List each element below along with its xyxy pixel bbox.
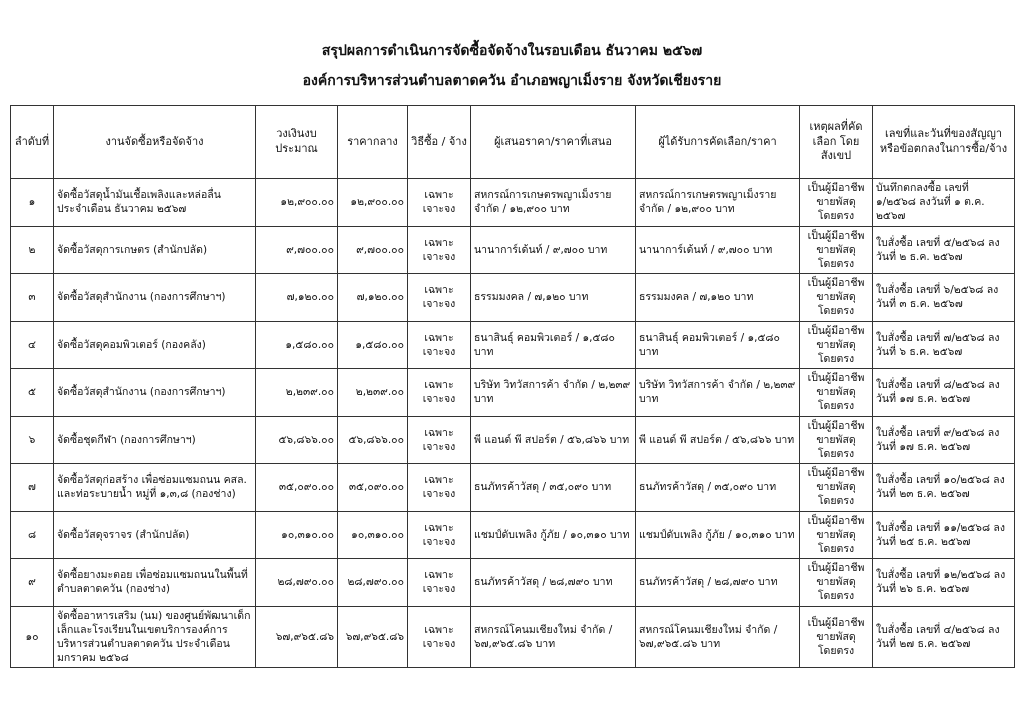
row-bidder: แชมป์ดับเพลิง กู้ภัย / ๑๐,๓๑๐ บาท — [471, 511, 636, 559]
row-reason: เป็นผู้มีอาชีพ ขายพัสดุโดยตรง — [800, 511, 873, 559]
row-reason: เป็นผู้มีอาชีพ ขายพัสดุโดยตรง — [800, 369, 873, 417]
row-number: ๕ — [11, 369, 54, 417]
row-budget: ๑,๕๘๐.๐๐ — [256, 321, 338, 369]
row-method: เฉพาะเจาะจง — [408, 369, 471, 417]
row-item: จัดซื้อยางมะตอย เพื่อซ่อมแซมถนนในพื้นที่ตำบลตาดควัน (กองช่าง) — [54, 559, 256, 607]
row-item: จัดซื้อวัสดุสำนักงาน (กองการศึกษาฯ) — [54, 274, 256, 322]
row-budget: ๗,๑๒๐.๐๐ — [256, 274, 338, 322]
row-item: จัดซื้อวัสดุคอมพิวเตอร์ (กองคลัง) — [54, 321, 256, 369]
row-method: เฉพาะเจาะจง — [408, 606, 471, 668]
procurement-table — [10, 105, 1015, 668]
row-selected: ธนภัทรค้าวัสดุ / ๒๘,๗๙๐ บาท — [636, 559, 800, 607]
row-median-price: ๓๕,๐๙๐.๐๐ — [338, 464, 408, 512]
row-contract: ใบสั่งซื้อ เลขที่ ๑๑/๒๕๖๘ ลงวันที่ ๒๕ ธ.ค. ๒๕๖๗ — [873, 511, 1015, 559]
col-header-item: งานจัดซื้อหรือจัดจ้าง — [54, 106, 256, 179]
row-selected: ธนาสินธุ์ คอมพิวเตอร์ / ๑,๕๘๐ บาท — [636, 321, 800, 369]
row-median-price: ๙,๗๐๐.๐๐ — [338, 226, 408, 274]
row-bidder: ธนภัทรค้าวัสดุ / ๒๘,๗๙๐ บาท — [471, 559, 636, 607]
col-header-median-price: ราคากลาง — [338, 106, 408, 179]
row-contract: ใบสั่งซื้อ เลขที่ ๔/๒๕๖๘ ลงวันที่ ๒๗ ธ.ค. ๒๕๖๗ — [873, 606, 1015, 668]
row-method: เฉพาะเจาะจง — [408, 559, 471, 607]
row-bidder: ธรรมมงคล / ๗,๑๒๐ บาท — [471, 274, 636, 322]
row-budget: ๕๖,๘๖๖.๐๐ — [256, 416, 338, 464]
col-header-reason: เหตุผลที่คัดเลือก โดยสังเขป — [800, 106, 873, 179]
row-reason: เป็นผู้มีอาชีพ ขายพัสดุโดยตรง — [800, 226, 873, 274]
row-median-price: ๑,๕๘๐.๐๐ — [338, 321, 408, 369]
row-selected: นานาการ์เด้นท์ / ๙,๗๐๐ บาท — [636, 226, 800, 274]
row-item: จัดซื้ออาหารเสริม (นม) ของศูนย์พัฒนาเด็กเล็กและโรงเรียนในเขตบริการองค์การบริหารส่วนตำบลตาดควัน ประจำเดือน มกราคม ๒๕๖๘ — [54, 606, 256, 668]
row-method: เฉพาะเจาะจง — [408, 179, 471, 227]
row-item: จัดซื้อวัสดุสำนักงาน (กองการศึกษาฯ) — [54, 369, 256, 417]
row-method: เฉพาะเจาะจง — [408, 226, 471, 274]
row-item: จัดซื้อวัสดุจราจร (สำนักปลัด) — [54, 511, 256, 559]
row-median-price: ๑๐,๓๑๐.๐๐ — [338, 511, 408, 559]
row-bidder: ธนาสินธุ์ คอมพิวเตอร์ / ๑,๕๘๐ บาท — [471, 321, 636, 369]
row-number: ๓ — [11, 274, 54, 322]
row-budget: ๙,๗๐๐.๐๐ — [256, 226, 338, 274]
document-subtitle: องค์การบริหารส่วนตำบลตาดควัน อำเภอพญาเม็งราย จังหวัดเชียงราย — [302, 73, 722, 89]
row-median-price: ๒,๒๓๙.๐๐ — [338, 369, 408, 417]
row-number: ๘ — [11, 511, 54, 559]
row-reason: เป็นผู้มีอาชีพ ขายพัสดุโดยตรง — [800, 274, 873, 322]
row-number: ๙ — [11, 559, 54, 607]
row-selected: ธรรมมงคล / ๗,๑๒๐ บาท — [636, 274, 800, 322]
row-budget: ๒,๒๓๙.๐๐ — [256, 369, 338, 417]
table-row — [11, 464, 1015, 512]
table-row — [11, 321, 1015, 369]
row-number: ๑ — [11, 179, 54, 227]
row-contract: ใบสั่งซื้อ เลขที่ ๖/๒๕๖๘ ลงวันที่ ๓ ธ.ค. ๒๕๖๗ — [873, 274, 1015, 322]
row-median-price: ๖๗,๙๖๕.๘๖ — [338, 606, 408, 668]
row-reason: เป็นผู้มีอาชีพ ขายพัสดุโดยตรง — [800, 559, 873, 607]
row-method: เฉพาะเจาะจง — [408, 416, 471, 464]
row-budget: ๒๘,๗๙๐.๐๐ — [256, 559, 338, 607]
row-median-price: ๗,๑๒๐.๐๐ — [338, 274, 408, 322]
row-reason: เป็นผู้มีอาชีพ ขายพัสดุโดยตรง — [800, 464, 873, 512]
document-title: สรุปผลการดำเนินการจัดซื้อจัดจ้างในรอบเดือน ธันวาคม ๒๕๖๗ — [321, 43, 703, 59]
row-reason: เป็นผู้มีอาชีพ ขายพัสดุโดยตรง — [800, 416, 873, 464]
table-row — [11, 559, 1015, 607]
row-bidder: พี แอนด์ พี สปอร์ต / ๕๖,๘๖๖ บาท — [471, 416, 636, 464]
row-median-price: ๕๖,๘๖๖.๐๐ — [338, 416, 408, 464]
row-reason: เป็นผู้มีอาชีพ ขายพัสดุโดยตรง — [800, 179, 873, 227]
table-row — [11, 179, 1015, 227]
row-median-price: ๒๘,๗๙๐.๐๐ — [338, 559, 408, 607]
table-row — [11, 369, 1015, 417]
row-contract: ใบสั่งซื้อ เลขที่ ๙/๒๕๖๘ ลงวันที่ ๑๗ ธ.ค. ๒๕๖๗ — [873, 416, 1015, 464]
table-header-row — [11, 106, 1015, 179]
row-selected: บริษัท วิทวัสการค้า จำกัด / ๒,๒๓๙ บาท — [636, 369, 800, 417]
row-number: ๔ — [11, 321, 54, 369]
row-number: ๒ — [11, 226, 54, 274]
row-contract: ใบสั่งซื้อ เลขที่ ๕/๒๕๖๘ ลงวันที่ ๒ ธ.ค. ๒๕๖๗ — [873, 226, 1015, 274]
row-method: เฉพาะเจาะจง — [408, 511, 471, 559]
table-row — [11, 226, 1015, 274]
row-item: จัดซื้อวัสดุน้ำมันเชื้อเพลิงและหล่อลื่น ประจำเดือน ธันวาคม ๒๕๖๗ — [54, 179, 256, 227]
row-bidder: ธนภัทรค้าวัสดุ / ๓๕,๐๙๐ บาท — [471, 464, 636, 512]
row-method: เฉพาะเจาะจง — [408, 464, 471, 512]
row-contract: บันทึกตกลงซื้อ เลขที่ ๑/๒๕๖๘ ลงวันที่ ๑ ต.ค. ๒๕๖๗ — [873, 179, 1015, 227]
row-bidder: สหกรณ์การเกษตรพญาเม็งราย จำกัด / ๑๒,๙๐๐ บาท — [471, 179, 636, 227]
row-budget: ๑๐,๓๑๐.๐๐ — [256, 511, 338, 559]
row-item: จัดซื้อวัสดุการเกษตร (สำนักปลัด) — [54, 226, 256, 274]
row-selected: ธนภัทรค้าวัสดุ / ๓๕,๐๙๐ บาท — [636, 464, 800, 512]
col-header-budget: วงเงินงบประมาณ — [256, 106, 338, 179]
row-bidder: บริษัท วิทวัสการค้า จำกัด / ๒,๒๓๙ บาท — [471, 369, 636, 417]
row-selected: พี แอนด์ พี สปอร์ต / ๕๖,๘๖๖ บาท — [636, 416, 800, 464]
table-row — [11, 416, 1015, 464]
row-selected: สหกรณ์การเกษตรพญาเม็งราย จำกัด / ๑๒,๙๐๐ บาท — [636, 179, 800, 227]
row-reason: เป็นผู้มีอาชีพ ขายพัสดุโดยตรง — [800, 606, 873, 668]
table-row — [11, 274, 1015, 322]
row-contract: ใบสั่งซื้อ เลขที่ ๗/๒๕๖๘ ลงวันที่ ๖ ธ.ค. ๒๕๖๗ — [873, 321, 1015, 369]
row-item: จัดซื้อชุดกีฬา (กองการศึกษาฯ) — [54, 416, 256, 464]
col-header-method: วิธีซื้อ / จ้าง — [408, 106, 471, 179]
row-contract: ใบสั่งซื้อ เลขที่ ๑๐/๒๕๖๘ ลงวันที่ ๒๓ ธ.ค. ๒๕๖๗ — [873, 464, 1015, 512]
row-method: เฉพาะเจาะจง — [408, 274, 471, 322]
row-number: ๗ — [11, 464, 54, 512]
row-budget: ๖๗,๙๖๕.๘๖ — [256, 606, 338, 668]
col-header-bidders: ผู้เสนอราคา/ราคาที่เสนอ — [471, 106, 636, 179]
row-bidder: สหกรณ์โคนมเชียงใหม่ จำกัด / ๖๗,๙๖๕.๘๖ บาท — [471, 606, 636, 668]
row-contract: ใบสั่งซื้อ เลขที่ ๘/๒๕๖๘ ลงวันที่ ๑๗ ธ.ค. ๒๕๖๗ — [873, 369, 1015, 417]
row-bidder: นานาการ์เด้นท์ / ๙,๗๐๐ บาท — [471, 226, 636, 274]
row-reason: เป็นผู้มีอาชีพ ขายพัสดุโดยตรง — [800, 321, 873, 369]
row-median-price: ๑๒,๙๐๐.๐๐ — [338, 179, 408, 227]
row-budget: ๑๒,๙๐๐.๐๐ — [256, 179, 338, 227]
row-budget: ๓๕,๐๙๐.๐๐ — [256, 464, 338, 512]
row-method: เฉพาะเจาะจง — [408, 321, 471, 369]
table-row — [11, 511, 1015, 559]
row-number: ๖ — [11, 416, 54, 464]
row-item: จัดซื้อวัสดุก่อสร้าง เพื่อซ่อมแซมถนน คสล. และท่อระบายน้ำ หมู่ที่ ๑,๓,๘ (กองช่าง) — [54, 464, 256, 512]
col-header-no: ลำดับที่ — [11, 106, 54, 179]
row-contract: ใบสั่งซื้อ เลขที่ ๑๒/๒๕๖๘ ลงวันที่ ๒๖ ธ.ค. ๒๕๖๗ — [873, 559, 1015, 607]
row-number: ๑๐ — [11, 606, 54, 668]
col-header-selected: ผู้ได้รับการคัดเลือก/ราคา — [636, 106, 800, 179]
row-selected: สหกรณ์โคนมเชียงใหม่ จำกัด / ๖๗,๙๖๕.๘๖ บาท — [636, 606, 800, 668]
row-selected: แชมป์ดับเพลิง กู้ภัย / ๑๐,๓๑๐ บาท — [636, 511, 800, 559]
table-row — [11, 606, 1015, 668]
col-header-contract: เลขที่และวันที่ของสัญญา หรือข้อตกลงในการซื้อ/จ้าง — [873, 106, 1015, 179]
